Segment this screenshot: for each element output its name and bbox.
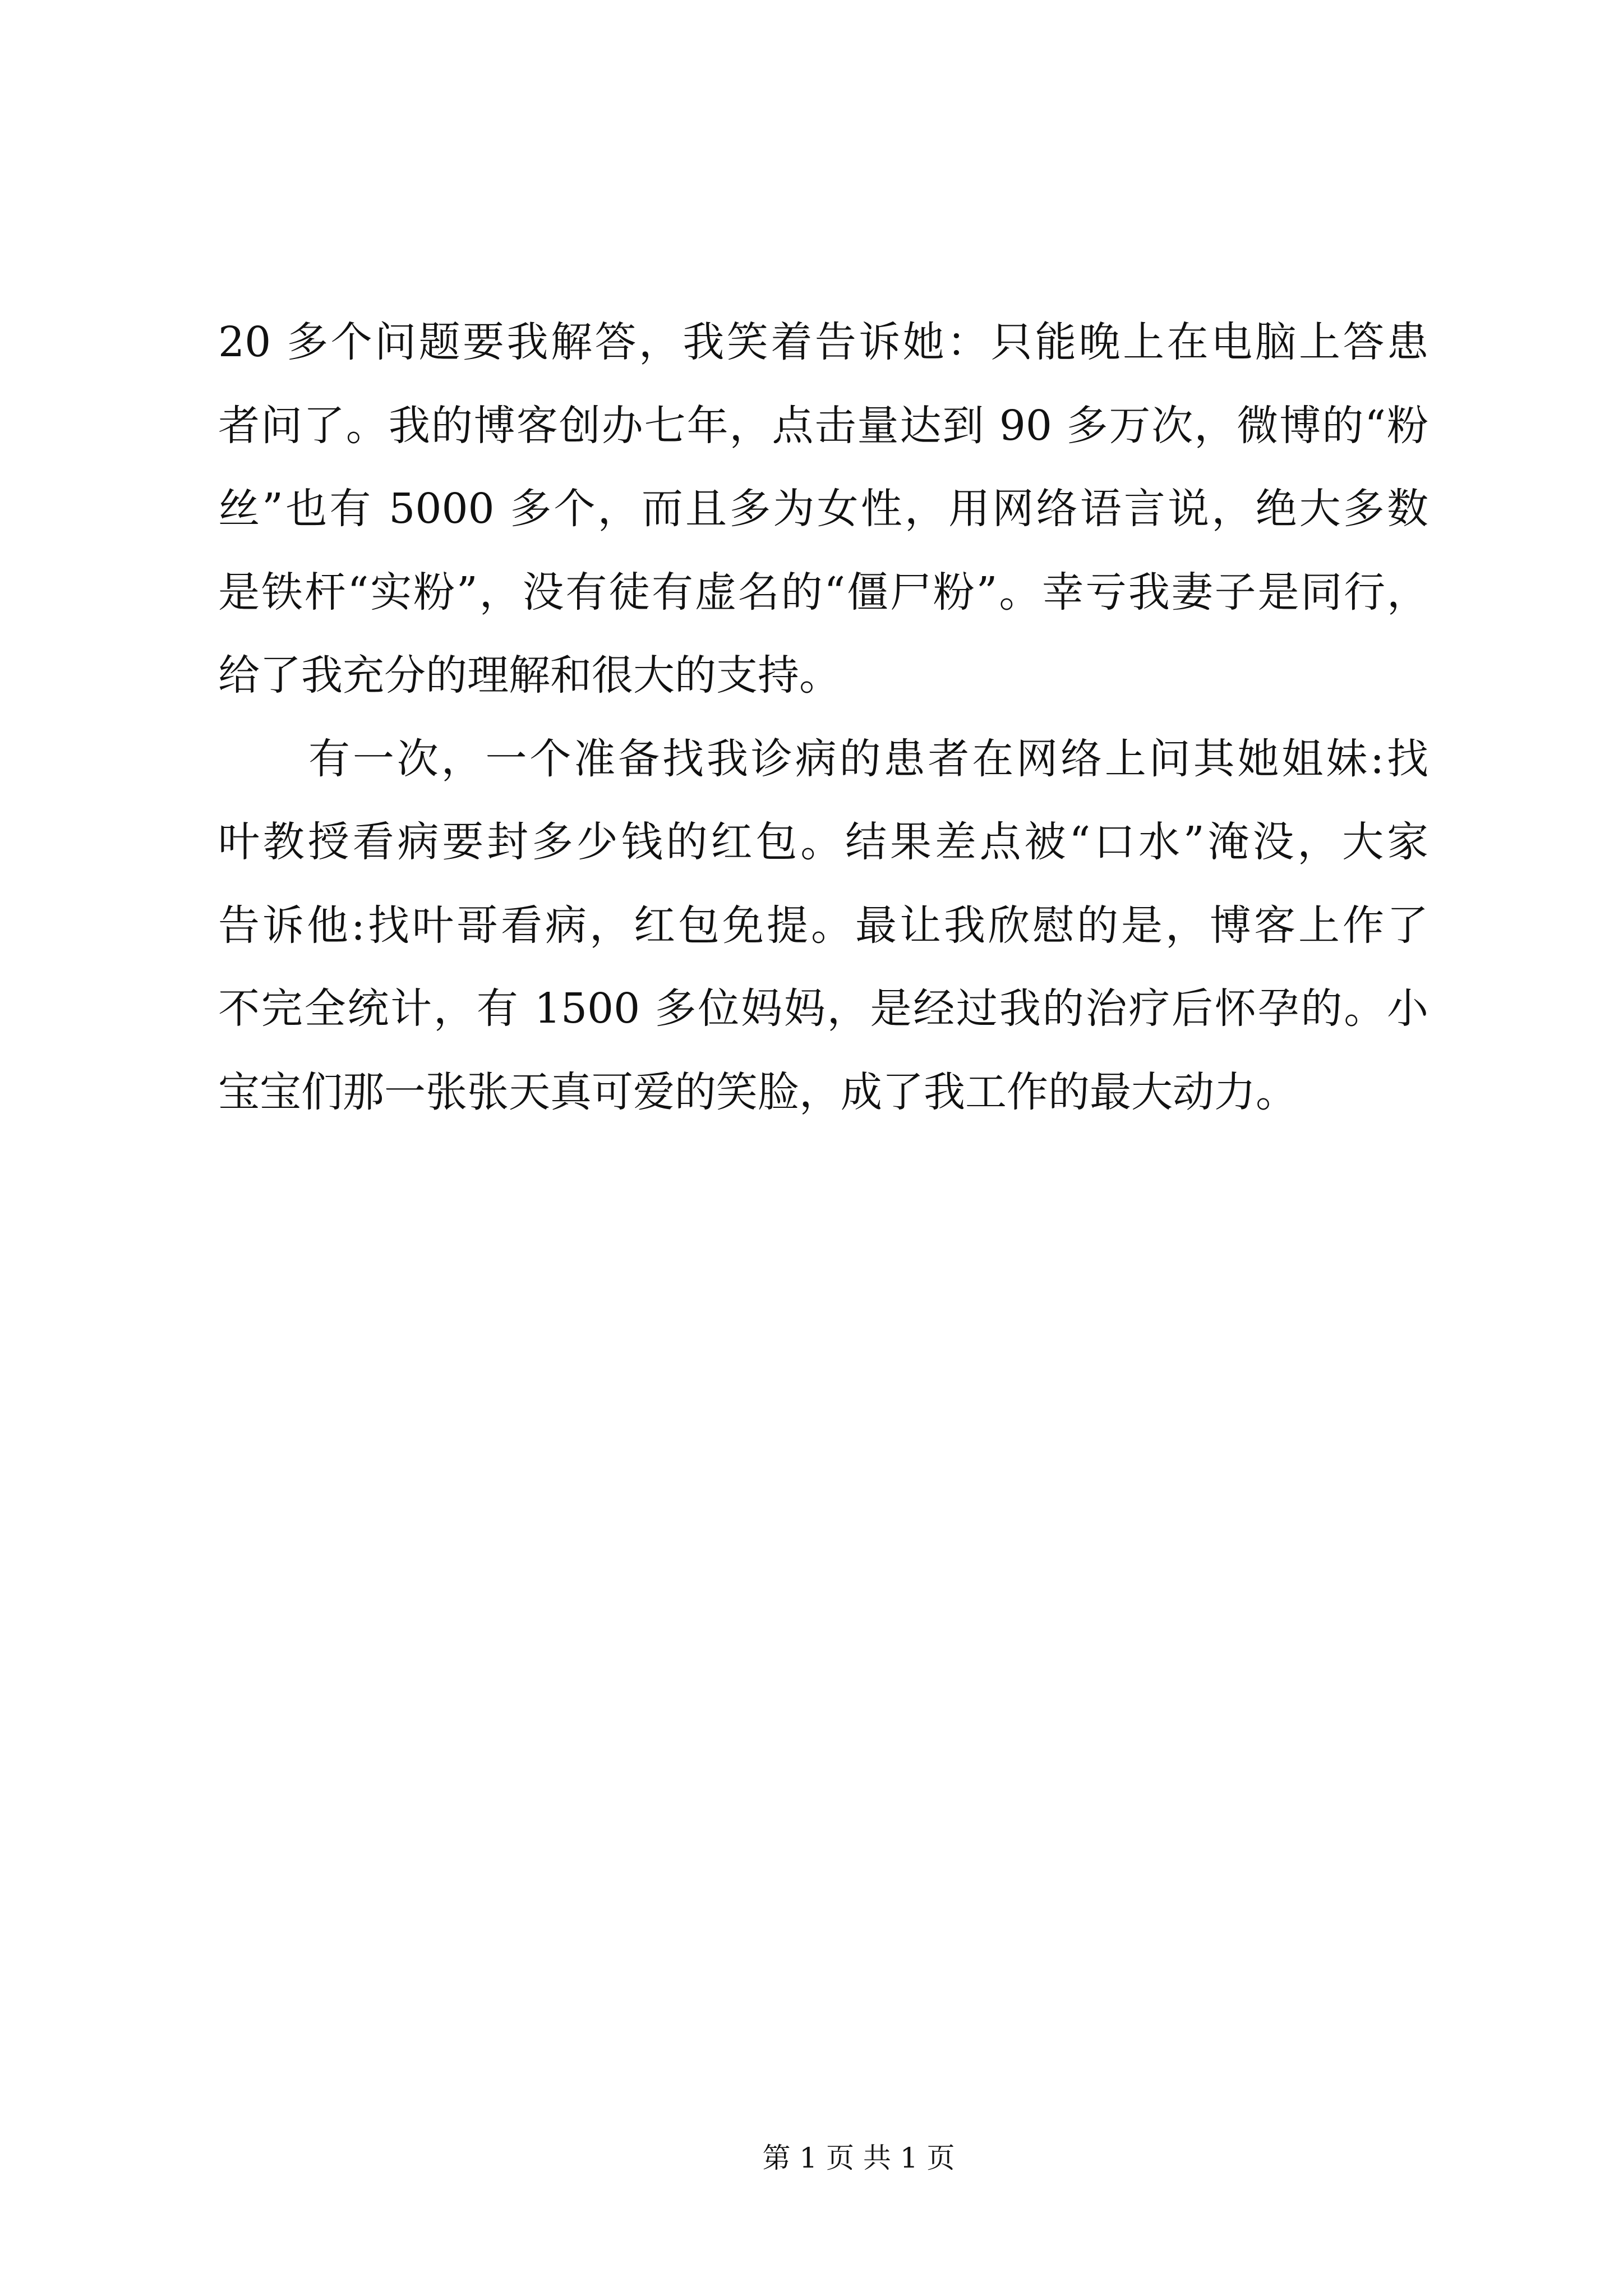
paragraph-line: 不完全统计，有 1500 多位妈妈，是经过我的治疗后怀孕的。小 bbox=[218, 984, 1428, 1033]
paragraph-line: 给了我充分的理解和很大的支持。 bbox=[218, 651, 841, 700]
page-number-footer: 第 1 页 共 1 页 bbox=[762, 2142, 955, 2174]
paragraph-line: 宝宝们那一张张天真可爱的笑脸，成了我工作的最大动力。 bbox=[218, 1068, 1297, 1116]
paragraph bbox=[218, 301, 1428, 717]
paragraph bbox=[218, 717, 1428, 1134]
document-body bbox=[218, 301, 1428, 1134]
paragraph-line: 有一次，一个准备找我诊病的患者在网络上问其她姐妹:找 bbox=[308, 734, 1428, 783]
paragraph-line: 者问了。我的博客创办七年，点击量达到 90 多万次，微博的“粉 bbox=[218, 401, 1428, 450]
paragraph-line: 告诉他:找叶哥看病，红包免提。最让我欣慰的是，博客上作了 bbox=[218, 901, 1428, 950]
paragraph-line: 丝”也有 5000 多个，而且多为女性，用网络语言说，绝大多数 bbox=[218, 485, 1428, 533]
paragraph-line: 20 多个问题要我解答，我笑着告诉她：只能晚上在电脑上答患 bbox=[218, 318, 1428, 366]
paragraph-line: 是铁杆“实粉”，没有徒有虚名的“僵尸粉”。幸亏我妻子是同行， bbox=[218, 568, 1428, 616]
paragraph-line: 叶教授看病要封多少钱的红包。结果差点被“口水”淹没，大家 bbox=[218, 818, 1428, 866]
